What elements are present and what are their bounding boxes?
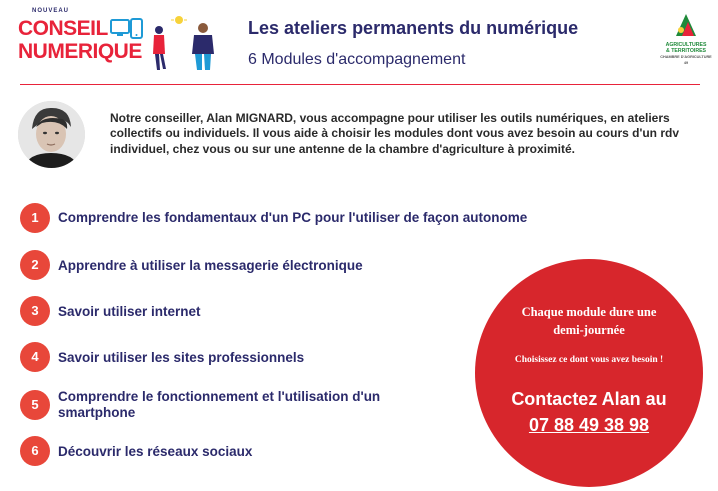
people-illustration [145,14,225,72]
chambre-agriculture-logo [660,12,712,68]
module-label: Apprendre à utiliser la messagerie électronique [58,258,363,273]
callout-duration-line2: demi-journée [553,323,625,337]
module-number-badge: 3 [20,296,50,326]
chambre-logo-line4: 49 [683,61,689,65]
module-label-line1: Comprendre le fonctionnement et l'utilisation d'un [58,389,381,404]
module-label-line2: smartphone [58,405,136,420]
page-subtitle: 6 Modules d'accompagnement [248,51,466,68]
page-title: Les ateliers permanents du numérique [248,18,579,38]
module-number-badge: 4 [20,342,50,372]
chambre-logo-line3: CHAMBRE D'AGRICULTURE [660,55,712,59]
intro-paragraph: Notre conseiller, Alan MIGNARD, vous accompagne pour utiliser les outils numériques, en ateliers collectifs ou individuels. Il vous aide à choisir les modules dont vous avez besoin au cours d'un rdv individuel, chez vous ou sur une antenne de la chambre d'agriculture à proximité. [110,111,679,156]
module-label: Découvrir les réseaux sociaux [58,444,253,459]
module-label: Comprendre les fondamentaux d'un PC pour l'utiliser de façon autonome [58,210,528,225]
module-label: Savoir utiliser internet [58,304,201,319]
module-number-badge: 6 [20,436,50,466]
module-number-badge: 5 [20,390,50,420]
devices-icon [110,18,144,42]
module-label: Savoir utiliser les sites professionnels [58,350,305,365]
contact-callout [475,259,703,487]
phone-number-link[interactable]: 07 88 49 38 98 [528,415,650,435]
callout-duration-line1: Chaque module dure une [521,305,657,319]
conseil-numerique-logo [14,8,144,70]
header-divider [20,84,700,85]
lightbulb-icon [171,16,187,24]
logo-numerique-text: NUMERIQUE [18,40,142,63]
logo-nouveau-text: NOUVEAU [32,8,70,14]
chambre-logo-line1: AGRICULTURES [665,42,707,48]
logo-conseil-text: CONSEIL [18,17,108,40]
chambre-logo-line2: & TERRITOIRES [666,48,706,54]
callout-contact-text: Contactez Alan au [511,389,667,409]
module-number-badge: 1 [20,203,50,233]
module-number-badge: 2 [20,250,50,280]
advisor-avatar [18,101,85,168]
chambre-emblem-icon [672,12,700,40]
callout-choose-text: Choisissez ce dont vous avez besoin ! [514,355,664,365]
